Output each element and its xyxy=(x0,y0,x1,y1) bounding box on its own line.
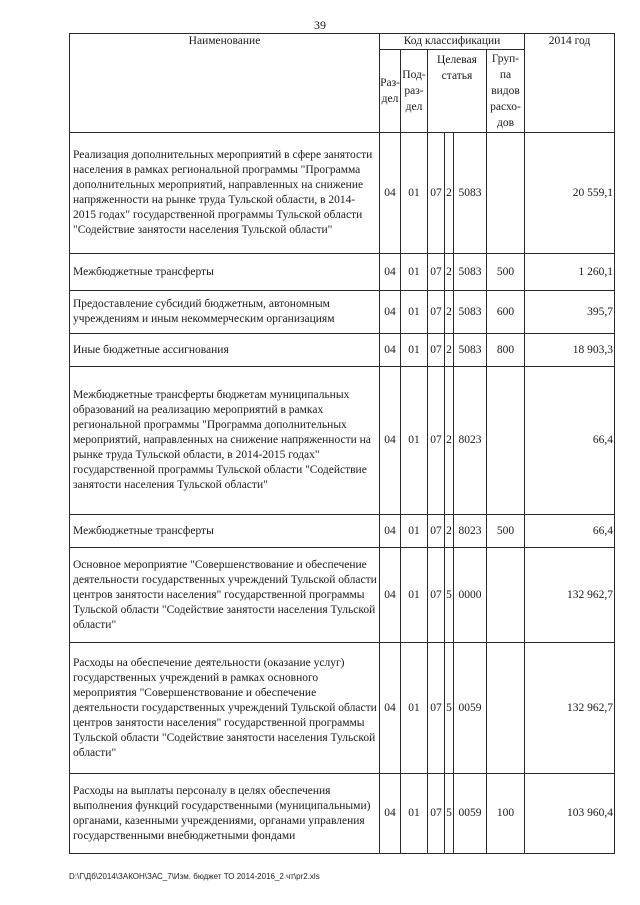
row-razdel: 04 xyxy=(380,133,401,254)
row-target-subprogram: 2 xyxy=(445,515,454,548)
row-podrazdel: 01 xyxy=(401,774,428,854)
row-podrazdel: 01 xyxy=(401,254,428,291)
row-amount: 66,4 xyxy=(525,367,615,515)
row-target-program: 07 xyxy=(428,334,445,367)
row-target-subprogram: 5 xyxy=(445,774,454,854)
row-razdel: 04 xyxy=(380,254,401,291)
row-target-direction: 8023 xyxy=(454,367,487,515)
row-amount: 103 960,4 xyxy=(525,774,615,854)
table-row xyxy=(70,334,615,367)
header-group: Груп- па видов расхо- дов xyxy=(487,50,525,133)
row-target-program: 07 xyxy=(428,367,445,515)
row-target-subprogram: 2 xyxy=(445,254,454,291)
table-body xyxy=(70,133,615,854)
row-target-subprogram: 5 xyxy=(445,643,454,774)
row-target-direction: 5083 xyxy=(454,291,487,334)
row-expense-group: 500 xyxy=(487,515,525,548)
footer-file-path: D:\Г\Дб\2014\ЗАКОН\ЗАС_7\Изм. бюджет ТО 2014-2016_2 чт\pr2.xls xyxy=(69,872,320,881)
budget-table xyxy=(69,33,615,854)
header-podrazdel: Под- раз- дел xyxy=(401,50,428,133)
row-name: Межбюджетные трансферты xyxy=(70,254,380,291)
row-expense-group xyxy=(487,367,525,515)
row-target-subprogram: 2 xyxy=(445,291,454,334)
row-target-program: 07 xyxy=(428,643,445,774)
row-razdel: 04 xyxy=(380,291,401,334)
row-target-direction: 0059 xyxy=(454,643,487,774)
row-target-subprogram: 2 xyxy=(445,133,454,254)
row-target-program: 07 xyxy=(428,515,445,548)
row-amount: 66,4 xyxy=(525,515,615,548)
table-row xyxy=(70,774,615,854)
table-row xyxy=(70,133,615,254)
row-target-direction: 8023 xyxy=(454,515,487,548)
header-target xyxy=(428,50,487,133)
row-podrazdel: 01 xyxy=(401,548,428,643)
row-razdel: 04 xyxy=(380,515,401,548)
page-number: 39 xyxy=(314,18,326,32)
row-target-direction: 0000 xyxy=(454,548,487,643)
table-row xyxy=(70,291,615,334)
row-target-subprogram: 5 xyxy=(445,548,454,643)
row-name: Расходы на обеспечение деятельности (оказание услуг) государственных учреждений в рамках основного мероприятия "Совершенствование и обеспечение деятельности государственных учреждений Тульской области центров занятости населения" государственной программы Тульской области "Содействие занятости населения Тульской области" xyxy=(70,643,380,774)
row-name: Иные бюджетные ассигнования xyxy=(70,334,380,367)
row-name: Реализация дополнительных мероприятий в сфере занятости населения в рамках региональной программы "Программа дополнительных мероприятий, направленных на снижение напряженности на рынке труда Тульской области, в 2014-2015 годах" государственной программы Тульской области "Содействие занятости населения Тульской области" xyxy=(70,133,380,254)
row-target-subprogram: 2 xyxy=(445,334,454,367)
row-expense-group xyxy=(487,643,525,774)
row-target-subprogram: 2 xyxy=(445,367,454,515)
row-razdel: 04 xyxy=(380,334,401,367)
row-podrazdel: 01 xyxy=(401,643,428,774)
table-row xyxy=(70,515,615,548)
row-expense-group: 500 xyxy=(487,254,525,291)
table-row xyxy=(70,548,615,643)
header-name: Наименование xyxy=(70,34,380,133)
row-name: Расходы на выплаты персоналу в целях обеспечения выполнения функций государственными (муниципальными) органами, казенными учреждениями, органами управления государственными внебюджетными фондами xyxy=(70,774,380,854)
row-target-direction: 5083 xyxy=(454,133,487,254)
row-target-program: 07 xyxy=(428,254,445,291)
row-target-direction: 0059 xyxy=(454,774,487,854)
row-name: Основное мероприятие "Совершенствование и обеспечение деятельности государственных учреждений Тульской области центров занятости населения" государственной программы Тульской области "Содействие занятости населения Тульской области" xyxy=(70,548,380,643)
row-amount: 132 962,7 xyxy=(525,548,615,643)
row-expense-group xyxy=(487,548,525,643)
row-target-program: 07 xyxy=(428,291,445,334)
row-razdel: 04 xyxy=(380,643,401,774)
row-name: Межбюджетные трансферты бюджетам муниципальных образований на реализацию мероприятий в рамках региональной программы "Программа дополнительных мероприятий, направленных на снижение напряженности на рынке труда Тульской области, в 2014-2015 годах" государственной программы Тульской области "Содействие занятости населения Тульской области" xyxy=(70,367,380,515)
row-target-program: 07 xyxy=(428,774,445,854)
row-amount: 20 559,1 xyxy=(525,133,615,254)
row-amount: 18 903,3 xyxy=(525,334,615,367)
row-expense-group: 600 xyxy=(487,291,525,334)
row-amount: 1 260,1 xyxy=(525,254,615,291)
row-podrazdel: 01 xyxy=(401,367,428,515)
row-amount: 132 962,7 xyxy=(525,643,615,774)
row-name: Межбюджетные трансферты xyxy=(70,515,380,548)
row-target-direction: 5083 xyxy=(454,254,487,291)
row-expense-group: 800 xyxy=(487,334,525,367)
header-code-group: Код классификации xyxy=(380,34,525,50)
row-podrazdel: 01 xyxy=(401,133,428,254)
row-amount: 395,7 xyxy=(525,291,615,334)
row-podrazdel: 01 xyxy=(401,334,428,367)
table-row xyxy=(70,367,615,515)
row-expense-group xyxy=(487,133,525,254)
row-razdel: 04 xyxy=(380,548,401,643)
row-podrazdel: 01 xyxy=(401,291,428,334)
header-razdel: Раз- дел xyxy=(380,50,401,133)
header-target-label: Целевая статья xyxy=(437,54,477,82)
table-row xyxy=(70,643,615,774)
row-target-program: 07 xyxy=(428,548,445,643)
row-target-direction: 5083 xyxy=(454,334,487,367)
row-razdel: 04 xyxy=(380,367,401,515)
row-razdel: 04 xyxy=(380,774,401,854)
row-podrazdel: 01 xyxy=(401,515,428,548)
row-expense-group: 100 xyxy=(487,774,525,854)
header-year: 2014 год xyxy=(525,34,615,133)
row-target-program: 07 xyxy=(428,133,445,254)
row-name: Предоставление субсидий бюджетным, автономным учреждениям и иным некоммерческим организациям xyxy=(70,291,380,334)
table-row xyxy=(70,254,615,291)
